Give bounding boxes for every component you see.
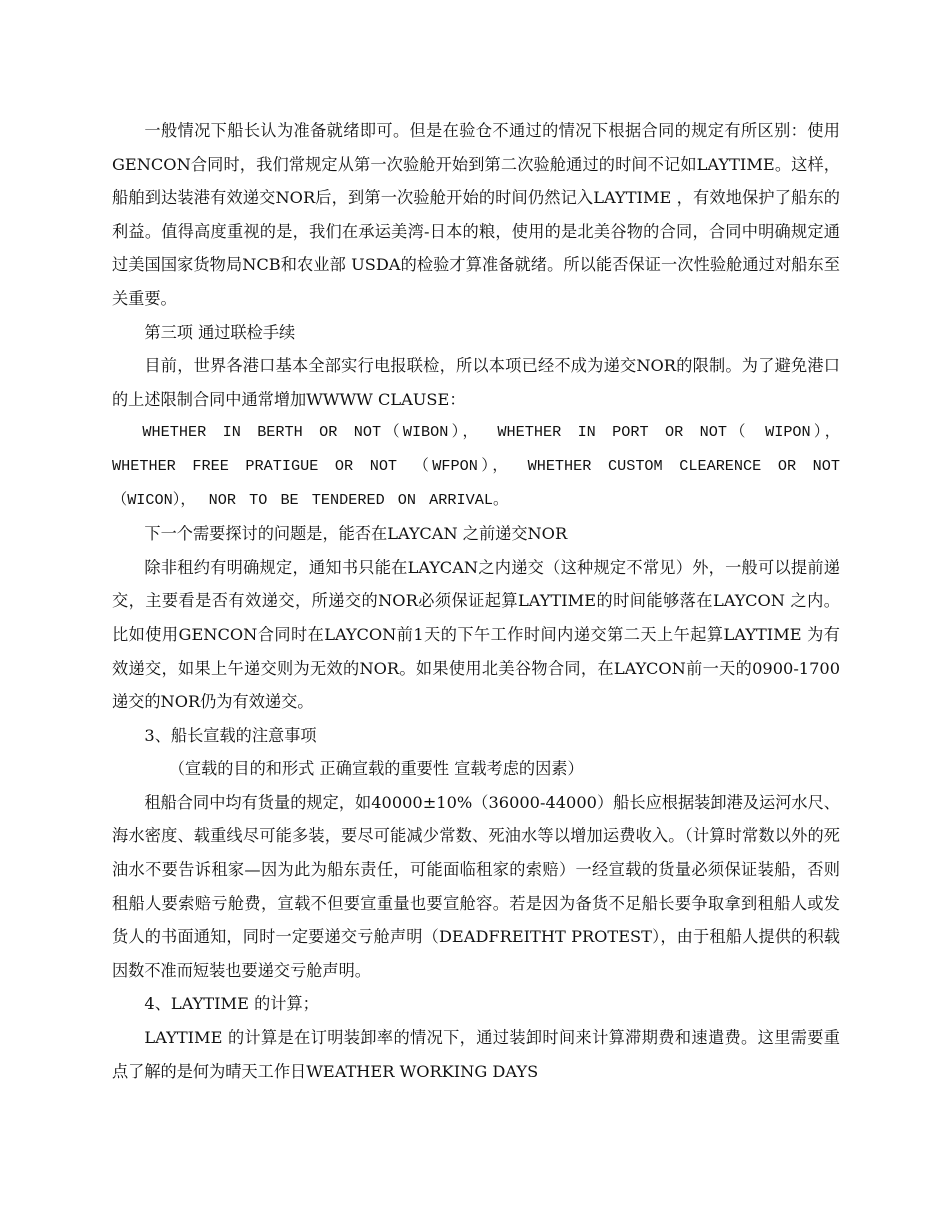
paragraph-cargo-declaration: 租船合同中均有货量的规定，如40000±10%（36000-44000）船长应根据装卸港及运河水尺、海水密度、载重线尽可能多装，要尽可能减少常数、死油水等以增加运费收入。（计算时常数以外的死油水不要告诉租家—因为此为船东责任，可能面临租家的索赔）一经宣载的货量必须保证装船，否则租船人要索赔亏舱费，宣载不但要宣重量也要宣舱容。若是因为备货不足船长要争取拿到租船人或发货人的书面通知，同时一定要递交亏舱声明（DEADFREITHT PROTEST），由于租船人提供的积载因数不准而短装也要递交亏舱声明。 xyxy=(112,792,840,980)
heading-laycan-question: 下一个需要探讨的问题是，能否在LAYCAN 之前递交NOR xyxy=(144,524,568,544)
paragraph-laycan-tender: 除非租约有明确规定，通知书只能在LAYCAN之内递交（这种规定不常见）外，一般可以提前递交，主要看是否有效递交，所递交的NOR必须保证起算LAYTIME的时间能够落在LAYCON 之内。比如使用GENCON合同时在LAYCON前1天的下午工作时间内递交第二天上午起算LAYTIME 为有效递交，如果上午递交则为无效的NOR。如果使用北美谷物合同，在LAYCON前一天的0900-1700递交的NOR仍为有效递交。 xyxy=(112,557,840,712)
subheading-section-three: （宣载的目的和形式 正确宣载的重要性 宣载考虑的因素） xyxy=(168,759,584,779)
heading-section-four: 4、LAYTIME 的计算； xyxy=(144,994,319,1014)
heading-section-three: 3、船长宣载的注意事项 xyxy=(144,725,317,745)
heading-item-three: 第三项 通过联检手续 xyxy=(144,322,296,342)
document-page xyxy=(112,114,840,1088)
paragraph-joint-inspection: 目前，世界各港口基本全部实行电报联检，所以本项已经不成为递交NOR的限制。为了避免港口的上述限制合同中通常增加WWWW CLAUSE： xyxy=(112,356,840,409)
paragraph-readiness: 一般情况下船长认为准备就绪即可。但是在验仓不通过的情况下根据合同的规定有所区别：使用GENCON合同时，我们常规定从第一次验舱开始到第二次验舱通过的时间不记如LAYTIME。这样，船舶到达装港有效递交NOR后，到第一次验舱开始的时间仍然记入LAYTIME ，有效地保护了船东的利益。值得高度重视的是，我们在承运美湾-日本的粮，使用的是北美谷物的合同，合同中明确规定通过美国国家货物局NCB和农业部 USDA的检验才算准备就绪。所以能否保证一次性验舱通过对船东至关重要。 xyxy=(112,121,840,308)
paragraph-wwww-clause: WHETHER IN BERTH OR NOT（WIBON）， WHETHER IN PORT OR NOT（ WIPON）， WHETHER FREE PRATIGUE OR NOT （WFPON）， WHETHER CUSTOM CLEARENCE OR NOT（WICON）， NOR TO BE TENDERED ON ARRIVAL。 xyxy=(112,423,840,509)
paragraph-laytime-calculation: LAYTIME 的计算是在订明装卸率的情况下，通过装卸时间来计算滞期费和速遣费。这里需要重点了解的是何为晴天工作日WEATHER WORKING DAYS xyxy=(112,1028,840,1081)
